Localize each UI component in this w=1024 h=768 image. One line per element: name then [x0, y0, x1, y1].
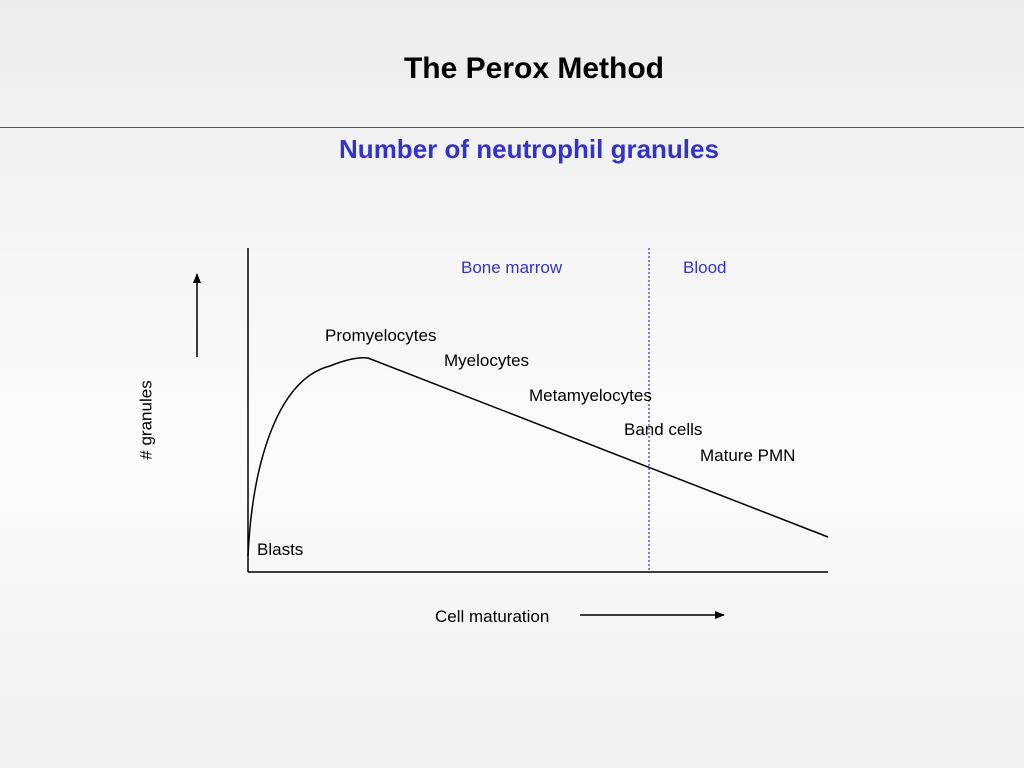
x-axis-label: Cell maturation: [435, 607, 550, 626]
region-label-blood: Blood: [683, 258, 727, 277]
stage-label-myelocytes: Myelocytes: [444, 351, 530, 370]
stage-label-promyelocytes: Promyelocytes: [325, 326, 437, 345]
slide-title: The Perox Method: [403, 52, 665, 85]
y-axis-label: # granules: [136, 380, 156, 460]
stage-label-mature-pmn: Mature PMN: [700, 446, 796, 465]
stage-label-blasts: Blasts: [257, 540, 304, 559]
region-label-bone-marrow: Bone marrow: [461, 258, 563, 277]
stage-label-metamyelocytes: Metamyelocytes: [529, 386, 652, 405]
stage-label-band-cells: Band cells: [624, 420, 703, 439]
chart-subtitle: Number of neutrophil granules: [339, 134, 719, 164]
